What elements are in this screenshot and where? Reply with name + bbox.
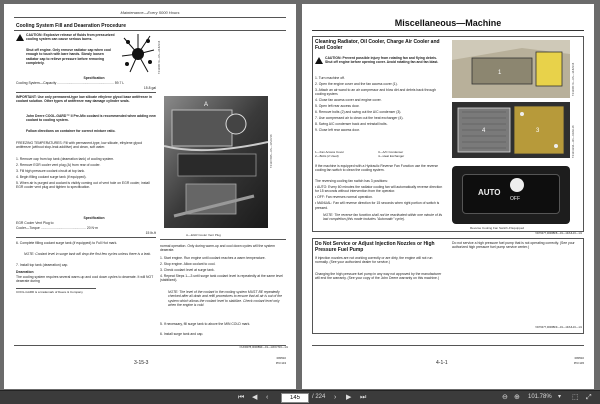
section-rule xyxy=(14,30,286,31)
fullscreen-icon[interactable]: ⤢ xyxy=(586,394,592,401)
caution-text-2: Shut off engine. Only remove radiator cap when cool enough to touch with bare hands. Slowly loosen radiator cap to relieve pressure before removing completely. xyxy=(26,48,111,66)
cleaning-step: 4. Close fan access cover and engine cover. xyxy=(315,98,382,103)
photo-2-id: TX1211234—UN—02JUL16 xyxy=(572,125,575,158)
page-code: 080516 xyxy=(276,356,286,360)
running-header: Maintenance—Every 5000 Hours xyxy=(120,10,180,15)
caution-text: CAUTION: Explosive release of fluids from pressurized cooling system can cause serious burns. xyxy=(26,33,115,42)
deaeration-heading: Deaeration xyxy=(16,270,34,274)
egr-cooler-photo xyxy=(164,96,268,228)
prev-icon[interactable]: ‹ xyxy=(266,394,269,401)
col2-step-5: 5. If necessary, fill surge tank to above the MIN COLD mark. xyxy=(160,322,251,326)
zoom-out-icon[interactable]: ⊖ xyxy=(502,394,508,401)
step-7: 7. Install top tank (deaeration) cap. xyxy=(16,263,69,267)
note-1: NOTE: Coolant level in surge tank will drop the first few cycles unless there is a leak. xyxy=(24,252,152,256)
next-icon[interactable]: › xyxy=(334,394,337,401)
legend-2: 2—Bolts (2 Used) xyxy=(315,154,339,158)
page-total: / 224 xyxy=(312,394,326,400)
fuel-pump-p2: Changing the high pressure fuel pump in any way not approved by the manufacturer will end the warranty. (See your copy of the John Deere warranty on this machine.) xyxy=(315,272,442,281)
freezing-text: FREEZING TEMPERATURES: Fill with permanent-type, low silicate, ethylene glycol antifreeze (without stop-leak additive) and clean, soft water. xyxy=(16,141,143,150)
trademark-rule xyxy=(16,288,96,289)
footer-rule xyxy=(312,345,584,346)
reverse-modes xyxy=(315,185,443,212)
cleaning-step: 3. Attach an air wand to an air compressor and blow dirt and debris back through cooling system. xyxy=(315,88,437,97)
spec-label: Specification xyxy=(83,76,105,80)
zoom-in-icon[interactable]: ⊕ xyxy=(514,394,520,401)
caption-rule xyxy=(160,239,286,240)
fan-reverse-icon xyxy=(510,178,524,192)
hot-coolant-burst-illustration xyxy=(120,32,156,76)
photo-1-id: TX1206174—UN—14JUN16 xyxy=(572,62,575,96)
page-code-2: PN=143 xyxy=(275,361,286,365)
col2-intro: normal operation. Only during warm-up and cool down cycles will the system deaerate. xyxy=(160,244,275,253)
cleaning-steps xyxy=(315,76,443,134)
page-right xyxy=(302,4,594,389)
header-rule xyxy=(14,17,286,18)
first-page-icon[interactable]: ⏮ xyxy=(238,394,245,401)
deaeration-step: 1. Start engine. Run engine until coolant reaches a warm temperature. xyxy=(160,256,266,260)
deaeration-steps xyxy=(160,256,284,284)
legend-4: 4—Heat Exchanger xyxy=(378,154,405,158)
cleaning-caution: CAUTION: Prevent possible injury from rotating fan and flying debris. Shut off engine before opening cover. Avoid rotating fan and fan blast. xyxy=(325,56,439,65)
cleaning-step: 5. Open left rear access door. xyxy=(315,104,360,109)
deaeration-step: 4. Repeat Steps 1—3 until surge tank coolant level is repeatedly at the same level (stabilized). xyxy=(160,274,283,283)
viewer-toolbar xyxy=(0,390,600,404)
deaeration-text: The cooling system requires several warm-up and cool down cycles to deaerate. It will NOT deaerate during xyxy=(16,275,154,284)
fuel-pump-title: Do Not Service or Adjust Injection Nozzles or High Pressure Fuel Pump xyxy=(315,241,435,253)
cleaning-step: 9. Close left rear access door. xyxy=(315,128,360,133)
important-text-3: Follow directions on container for correct mixture ratio. xyxy=(26,129,116,133)
fill-step: 5. When air is purged and coolant is visibly coming out of vent hole on EGR cooler, install EGR cooler vent plug and tighten to specification. xyxy=(16,181,150,190)
legend-1: 1—Fan Access Cover xyxy=(315,150,345,154)
cleaning-step: 7. Use compressed air to clean out the heat exchanger (4). xyxy=(315,116,404,121)
reverse-modes-intro: The reversing cooling fan switch has 3 positions: xyxy=(315,179,388,183)
cleaning-step: 1. Turn machine off. xyxy=(315,76,345,80)
switch-auto-label: AUTO xyxy=(478,188,501,197)
switch-off-label: OFF xyxy=(510,196,520,202)
svg-text:3: 3 xyxy=(536,128,540,134)
fill-step: 3. Fill high pressure coolant circuit at top tank. xyxy=(16,169,85,173)
zoom-dropdown-icon[interactable]: ▾ xyxy=(558,394,562,400)
warning-triangle-icon xyxy=(16,34,24,41)
page-number: 3-15-3 xyxy=(134,360,149,366)
reverse-fan-switch-photo xyxy=(452,166,570,224)
reverse-note: NOTE: The reverse fan function shall not be reactivated within one minute of its last completion (this mode includes "Automatic" cycle). xyxy=(323,213,443,222)
spec-capacity-gal: 15.8 gal xyxy=(143,86,156,90)
spec-capacity: Cooling System—Capacity ............................................................ 59.7 L xyxy=(16,81,125,85)
fill-step: 4. Begin filling coolant surge tank (if equipped). xyxy=(16,175,87,179)
spec-rule xyxy=(16,92,156,93)
fill-step: 2. Remove EGR cooler vent plug (A) from rear of cooler. xyxy=(16,163,101,167)
reverse-intro: If the machine is equipped with a Hydraulic Reverse Fan Function use the reverse cooling fan switch to clean the cooling system. xyxy=(315,164,439,173)
legend-3: 3—A/C Condenser xyxy=(378,150,404,154)
zoom-level[interactable]: 101.78% xyxy=(528,394,552,400)
spec2-rule xyxy=(16,237,156,238)
spec2-line3: 15 lb-ft xyxy=(145,231,156,235)
svg-text:1: 1 xyxy=(498,70,502,76)
col2-note: NOTE: The level of the coolant in the cooling system MUST BE repeatedly checked after all drain and refill procedures to ensure that all air is out of the system which allows the coolant level to stabilize. Check coolant level only when the engine is cold. xyxy=(168,290,283,308)
warning-triangle-icon xyxy=(315,57,323,64)
deaeration-step: 3. Check coolant level at surge tank. xyxy=(160,268,215,272)
next-page-icon[interactable]: ▶ xyxy=(346,394,352,401)
fan-access-cover-photo xyxy=(452,40,570,98)
section-title: Cooling System Fill and Deaeration Procedure xyxy=(16,23,127,29)
cleaning-title: Cleaning Radiator, Oil Cooler, Charge Air Cooler and Fuel Cooler xyxy=(315,39,440,51)
spec2-line2: Cooler—Torque ................................................ 20 N·m xyxy=(16,226,98,230)
footer-id-1: VD76477,0000BF8—19—19JUL16—1/1 xyxy=(535,232,582,235)
fit-page-icon[interactable]: ⬚ xyxy=(572,394,579,401)
fill-steps xyxy=(16,157,156,191)
page-left xyxy=(4,4,296,389)
svg-text:A: A xyxy=(204,102,209,108)
heat-exchanger-photo xyxy=(452,102,570,158)
trademark-text: COOL-GARD is a trademark of Deere & Company xyxy=(16,290,83,294)
section-box xyxy=(14,21,184,381)
fill-step: 1. Remove cap from top tank (deaeration tank) of cooling system. xyxy=(16,157,115,161)
spec2-line1: EGR Cooler Vent Plug to xyxy=(16,221,54,225)
last-page-icon[interactable]: ⏭ xyxy=(360,394,367,401)
col2-step-6: 6. Install surge tank and cap. xyxy=(160,332,204,336)
svg-text:4: 4 xyxy=(482,128,486,134)
page-code: 080516 xyxy=(574,356,584,360)
cleaning-step: 8. Swing A/C condenser back and reinstall bolts. xyxy=(315,122,388,127)
step-6: 6. Complete filling coolant surge tank (if equipped) to Full Hot mark. xyxy=(16,241,118,245)
footer-id: OUO6075,0000B9F—19—13OCT16—1/1 xyxy=(239,346,288,349)
important-text: IMPORTANT: Use only permanent-type low silicate ethylene glycol base antifreeze in coolant solution. Other types of antifreeze may damage cylinder seals. xyxy=(16,95,152,104)
cleaning-step: 2. Open the engine cover and the fan access cover (1). xyxy=(315,82,398,86)
fuel-pump-service-text: Do not service a high pressure fuel pump that is not operating correctly. (See your authorized high pressure fuel pump service center.) xyxy=(452,241,575,250)
cleaning-step: 6. Remove bolts (2) and swing out the A/C condenser (3). xyxy=(315,110,402,115)
fuel-pump-p1: If injection nozzles are not working correctly or are dirty, the engine will not run normally. (See your authorized dealer for service.) xyxy=(315,256,433,265)
photo-caption: A—EGR Cooler Vent Plug xyxy=(186,233,221,237)
switch-caption: Reverse Cooling Fan Switch-If Equipped xyxy=(470,226,525,230)
spec2-label: Specification xyxy=(83,216,105,220)
footer-id-2: VD76477,0000BF9—19—19JUL16—1/1 xyxy=(535,326,582,329)
page-number: 4-1-1 xyxy=(436,360,448,366)
prev-page-icon[interactable]: ◀ xyxy=(252,394,258,401)
deaeration-step: 2. Stop engine. Allow coolant to cool. xyxy=(160,262,216,266)
page-code-2: PN=145 xyxy=(573,361,584,365)
reverse-mode: • MANUAL: Fan will reverse direction for 15 seconds when right portion of switch is pressed. xyxy=(315,201,440,210)
chapter-title: Miscellaneous—Machine xyxy=(312,18,584,31)
page-number-input[interactable] xyxy=(281,393,309,403)
photo-id: TX1207845—UN—11NOV16 xyxy=(270,134,273,168)
illustration-id: TX1206173—UN—24JUN16 xyxy=(158,40,161,74)
important-text-2: John Deere COOL-GARD™ II Pre-Mix coolant is recommended when adding new coolant to cooling system. xyxy=(26,114,156,123)
reverse-mode: • OFF: Fan reverses normal operation. xyxy=(315,195,373,200)
reverse-mode: • AUTO: Every 60 minutes the radiator cooling fan will automatically reverse direction for 15 seconds without intervention from the operator. xyxy=(315,185,443,194)
